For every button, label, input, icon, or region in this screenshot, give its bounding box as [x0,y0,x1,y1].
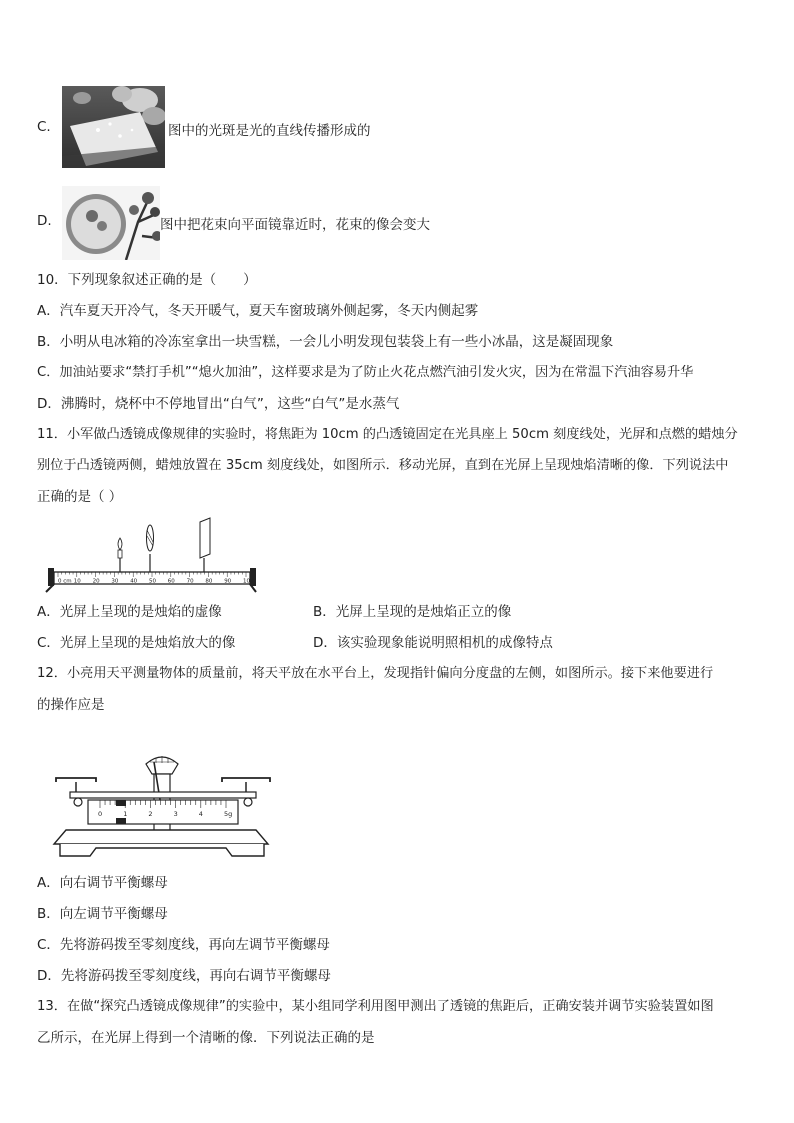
mirror-flowers-photo [62,186,160,260]
q10-option-c: C．加油站要求“禁打手机”“熄火加油”，这样要求是为了防止火花点燃汽油引发火灾，因为在常温下汽油容易升华 [37,365,694,380]
beam-scale [88,800,238,824]
ruler-tick-label: 80 [205,578,213,585]
flame [118,538,122,550]
beam-tick-label: 1 [123,810,128,818]
ruler-tick-label: 90 [224,578,232,585]
convex-lens [147,525,154,551]
option-c-text: 图中的光斑是光的直线传播形成的 [168,123,371,139]
option-c-letter: C. [37,119,51,135]
light-spot-photo [62,86,165,168]
q12-option-c: C．先将游码拨至零刻度线，再向左调节平衡螺母 [37,937,330,953]
rider [116,800,126,806]
q13-stem-line-1: 13．在做“探究凸透镜成像规律”的实验中，某小组同学利用图甲测出了透镜的焦距后，正确安装并调节实验装置如图 [37,999,714,1014]
balance-figure [50,748,275,860]
left-pan [56,778,96,782]
q12-stem-line-2: 的操作应是 [37,697,105,713]
q11-option-c: C．光屏上呈现的是烛焰放大的像 [37,635,236,651]
ruler-tick-label: 50 [149,578,156,585]
q11-stem-line-2: 别位于凸透镜两侧，蜡烛放置在 35cm 刻度线处，如图所示．移动光屏，直到在光屏上呈现烛焰清晰的像．下列说法中 [37,458,729,473]
ruler-tick-label: 60 [167,578,175,585]
beam-tick-label: 3 [173,810,178,818]
ruler-tick-label: 20 [92,578,100,585]
option-d-text: 图中把花束向平面镜靠近时，花束的像会变大 [160,217,430,233]
beam-tick-label: 4 [198,810,203,818]
candle [118,550,122,558]
light-screen [200,518,210,558]
q11-stem-line-1: 11．小军做凸透镜成像规律的实验时，将焦距为 10cm 的凸透镜固定在光具座上 50cm 刻度线处，光屏和点燃的蜡烛分 [37,427,738,442]
beam-tick-label: 2 [148,810,153,818]
q12-option-b: B．向左调节平衡螺母 [37,906,168,922]
q12-option-a: A．向右调节平衡螺母 [37,875,168,891]
optical-bench-figure [42,514,260,594]
optical-bench-drawing [42,514,260,594]
option-d-letter: D. [37,213,52,229]
ruler-tick-label: 70 [186,578,194,585]
ruler-tick-label: 0 cm [58,578,72,585]
q10-option-a: A．汽车夏天开冷气，冬天开暖气，夏天车窗玻璃外侧起雾，冬天内侧起雾 [37,303,479,319]
q10-option-d: D．沸腾时，烧杯中不停地冒出“白气”，这些“白气”是水蒸气 [37,396,400,412]
balance-base [54,830,268,844]
q12-option-d: D．先将游码拨至零刻度线，再向右调节平衡螺母 [37,968,331,984]
q12-stem-line-1: 12．小亮用天平测量物体的质量前，将天平放在水平台上，发现指针偏向分度盘的左侧，如图所示。接下来他要进行 [37,666,714,681]
q11-option-a: A．光屏上呈现的是烛焰的虚像 [37,604,222,620]
q13-stem-line-2: 乙所示，在光屏上得到一个清晰的像．下列说法正确的是 [37,1030,375,1046]
right-nut [244,798,252,806]
ruler-tick-label: 100 [243,578,254,585]
q11-stem-line-3: 正确的是（ ） [37,489,123,505]
beam-tick-label: 0 [98,810,103,818]
q11-option-d: D．该实验现象能说明照相机的成像特点 [313,635,553,651]
ruler-tick-label: 10 [73,578,81,585]
ruler-tick-label: 30 [111,578,119,585]
beam-tick-label: 5g [224,810,233,818]
right-pan [222,778,270,782]
left-nut [74,798,82,806]
ruler-tick-label: 40 [130,578,138,585]
q11-option-b: B．光屏上呈现的是烛焰正立的像 [313,604,512,620]
q10-stem: 10．下列现象叙述正确的是（ ） [37,272,257,288]
balance-drawing [50,748,275,860]
q10-option-b: B．小明从电冰箱的冷冻室拿出一块雪糕，一会儿小明发现包装袋上有一些小冰晶，这是凝固现象 [37,334,614,350]
